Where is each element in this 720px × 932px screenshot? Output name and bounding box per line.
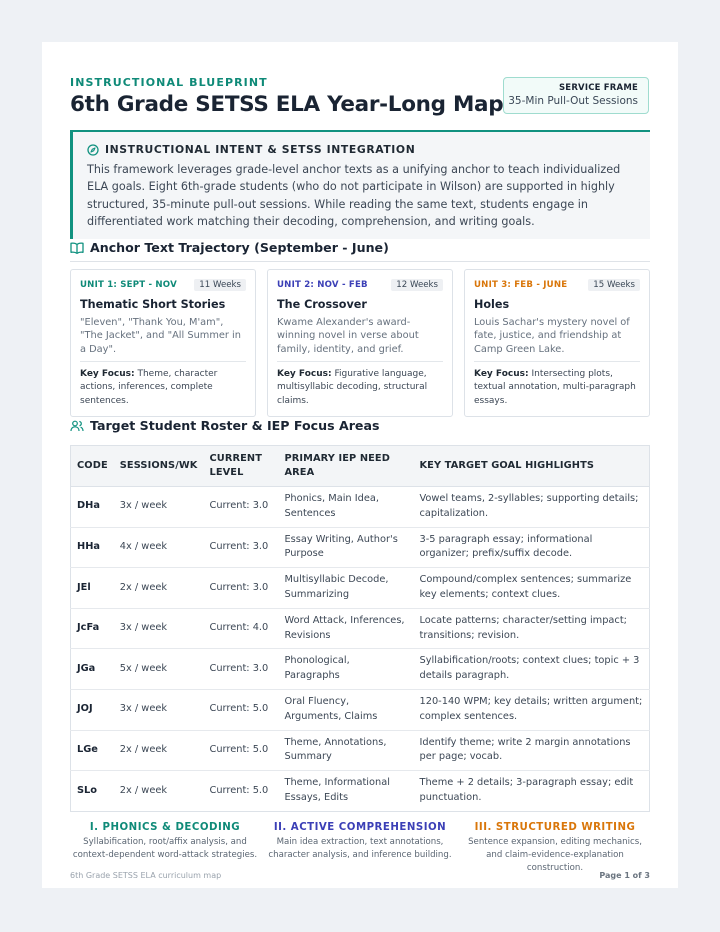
table-row xyxy=(71,608,650,649)
goal-cell: Theme + 2 details; 3-paragraph essay; edit punctuation. xyxy=(419,777,634,803)
need-cell: Phonics, Main Idea, Sentences xyxy=(278,487,413,528)
key-focus-text: Figurative language, multisyllabic decoding, structural claims. xyxy=(277,368,428,406)
page-number: Page 1 of 3 xyxy=(599,871,650,880)
unit-description: "Eleven", "Thank You, M'am", "The Jacket", and "All Summer in a Day". xyxy=(80,317,241,355)
unit-label: UNIT 2: NOV - FEB xyxy=(277,280,368,290)
service-frame-box xyxy=(503,77,649,114)
goal-cell: 3-5 paragraph essay; informational organizer; prefix/suffix decode. xyxy=(413,527,649,568)
pillar xyxy=(265,822,455,876)
student-code: LGe xyxy=(71,730,114,771)
service-frame-value: 35-Min Pull-Out Sessions xyxy=(508,95,638,107)
users-icon xyxy=(70,420,84,432)
roster-heading: Target Student Roster & IEP Focus Areas xyxy=(90,418,380,433)
unit-label: UNIT 1: SEPT - NOV xyxy=(80,280,177,290)
intent-heading: INSTRUCTIONAL INTENT & SETSS INTEGRATION xyxy=(105,143,416,156)
key-focus-label: Key Focus: xyxy=(277,368,332,379)
student-code: JOJ xyxy=(71,689,114,730)
document-page xyxy=(42,42,678,888)
unit-cards xyxy=(70,269,650,417)
unit-title: The Crossover xyxy=(277,298,367,311)
weeks-badge: 12 Weeks xyxy=(391,279,443,291)
goal-cell: Identify theme; write 2 margin annotations per page; vocab. xyxy=(413,730,649,771)
level-cell: Current: 3.0 xyxy=(203,527,278,568)
column-header: SESSIONS/WK xyxy=(114,446,204,487)
eyebrow-label: INSTRUCTIONAL BLUEPRINT xyxy=(70,76,268,89)
intent-callout xyxy=(70,132,650,239)
table-row xyxy=(71,527,650,568)
sessions-cell: 2x / week xyxy=(114,568,204,609)
column-header: PRIMARY IEP NEED AREA xyxy=(278,446,413,487)
level-cell: Current: 5.0 xyxy=(203,730,278,771)
unit-label: UNIT 3: FEB - JUNE xyxy=(474,280,568,290)
unit-card xyxy=(267,269,453,417)
column-header: CODE xyxy=(71,446,114,487)
pillar-heading: I. PHONICS & DECODING xyxy=(89,822,241,833)
weeks-badge: 11 Weeks xyxy=(194,279,246,291)
unit-key-focus xyxy=(80,361,246,408)
sessions-cell: 4x / week xyxy=(114,527,204,568)
goal-cell: Vowel teams, 2-syllables; supporting details; capitalization. xyxy=(413,487,649,528)
unit-card xyxy=(464,269,650,417)
goal-cell: 120-140 WPM; key details; written argument; complex sentences. xyxy=(413,689,649,730)
student-code: DHa xyxy=(71,487,114,528)
book-open-icon xyxy=(70,242,84,254)
student-code: JGa xyxy=(71,649,114,690)
key-focus-text: Theme, character actions, inferences, complete sentences. xyxy=(80,368,218,406)
compass-icon xyxy=(87,144,99,156)
goal-cell: Locate patterns; character/setting impact; transitions; revision. xyxy=(413,608,649,649)
need-cell: Multisyllabic Decode, Summarizing xyxy=(278,568,413,609)
need-cell: Oral Fluency, Arguments, Claims xyxy=(278,689,413,730)
need-cell: Word Attack, Inferences, Revisions xyxy=(278,608,413,649)
student-code: HHa xyxy=(71,527,114,568)
pillar xyxy=(460,822,650,876)
service-frame-label: SERVICE FRAME xyxy=(558,83,638,93)
roster-heading-row xyxy=(70,418,379,433)
pillar-columns xyxy=(70,822,650,876)
pillar-description: Syllabification, root/affix analysis, and context-dependent word-attack strategies. xyxy=(72,837,258,861)
unit-description: Kwame Alexander's award-winning novel in verse about family, identity, and grief. xyxy=(277,317,419,355)
key-focus-label: Key Focus: xyxy=(80,368,135,379)
intent-heading-row xyxy=(87,143,638,156)
key-focus-label: Key Focus: xyxy=(474,368,529,379)
level-cell: Current: 5.0 xyxy=(203,689,278,730)
sessions-cell: 5x / week xyxy=(114,649,204,690)
goal-cell: Compound/complex sentences; summarize key elements; context clues. xyxy=(413,568,649,609)
page-title: 6th Grade SETSS ELA Year-Long Map xyxy=(70,92,504,117)
sessions-cell: 2x / week xyxy=(119,784,168,796)
anchor-heading: Anchor Text Trajectory (September - June) xyxy=(90,240,389,255)
goal-cell: Syllabification/roots; context clues; topic + 3 details paragraph. xyxy=(413,649,649,690)
anchor-heading-row xyxy=(70,240,389,255)
need-cell: Theme, Annotations, Summary xyxy=(278,730,413,771)
student-code: JcFa xyxy=(71,608,114,649)
unit-title: Thematic Short Stories xyxy=(80,298,226,311)
level-cell: Current: 3.0 xyxy=(203,649,278,690)
unit-key-focus xyxy=(474,361,640,408)
table-row xyxy=(71,689,650,730)
anchor-divider xyxy=(70,261,650,262)
table-header-row xyxy=(71,446,650,487)
table-row xyxy=(71,649,650,690)
pillar-description: Sentence expansion, editing mechanics, and claim-evidence-explanation construction. xyxy=(468,837,642,874)
column-header: CURRENT LEVEL xyxy=(203,446,278,487)
table-row xyxy=(71,730,650,771)
pillar-heading: II. ACTIVE COMPREHENSION xyxy=(273,822,447,833)
unit-description: Louis Sachar's mystery novel of fate, justice, and friendship at Camp Green Lake. xyxy=(474,317,630,355)
student-code: JEl xyxy=(71,568,114,609)
sessions-cell: 2x / week xyxy=(114,730,204,771)
intent-body: This framework leverages grade-level anchor texts as a unifying anchor to teach individualized ELA goals. Eight 6th-grade students (who do not participate in Wilson) are supported in highly structured, 35-minute pull-out sessions. While reading the same text, students engage in differentiated work matching their decoding, comprehension, and writing goals. xyxy=(87,163,621,229)
key-focus-text: Intersecting plots, textual annotation, multi-paragraph essays. xyxy=(474,368,636,406)
need-cell: Theme, Informational Essays, Edits xyxy=(284,777,390,803)
column-header: KEY TARGET GOAL HIGHLIGHTS xyxy=(413,446,649,487)
need-cell: Phonological, Paragraphs xyxy=(278,649,413,690)
pillar xyxy=(70,822,260,876)
student-code: SLo xyxy=(77,784,98,796)
roster-table xyxy=(70,445,650,812)
weeks-badge: 15 Weeks xyxy=(588,279,640,291)
level-cell: Current: 3.0 xyxy=(203,568,278,609)
need-cell: Essay Writing, Author's Purpose xyxy=(278,527,413,568)
unit-card xyxy=(70,269,256,417)
sessions-cell: 3x / week xyxy=(114,689,204,730)
pillar-description: Main idea extraction, text annotations, character analysis, and inference building. xyxy=(268,837,452,861)
unit-title: Holes xyxy=(474,298,510,311)
table-row xyxy=(71,771,650,812)
level-cell: Current: 3.0 xyxy=(203,487,278,528)
sessions-cell: 3x / week xyxy=(114,608,204,649)
table-row xyxy=(71,568,650,609)
unit-key-focus xyxy=(277,361,443,408)
sessions-cell: 3x / week xyxy=(114,487,204,528)
pillar-heading: III. STRUCTURED WRITING xyxy=(474,822,636,833)
level-cell: Current: 4.0 xyxy=(203,608,278,649)
table-row xyxy=(71,487,650,528)
footer-caption: 6th Grade SETSS ELA curriculum map xyxy=(70,871,222,880)
level-cell: Current: 5.0 xyxy=(209,784,269,796)
